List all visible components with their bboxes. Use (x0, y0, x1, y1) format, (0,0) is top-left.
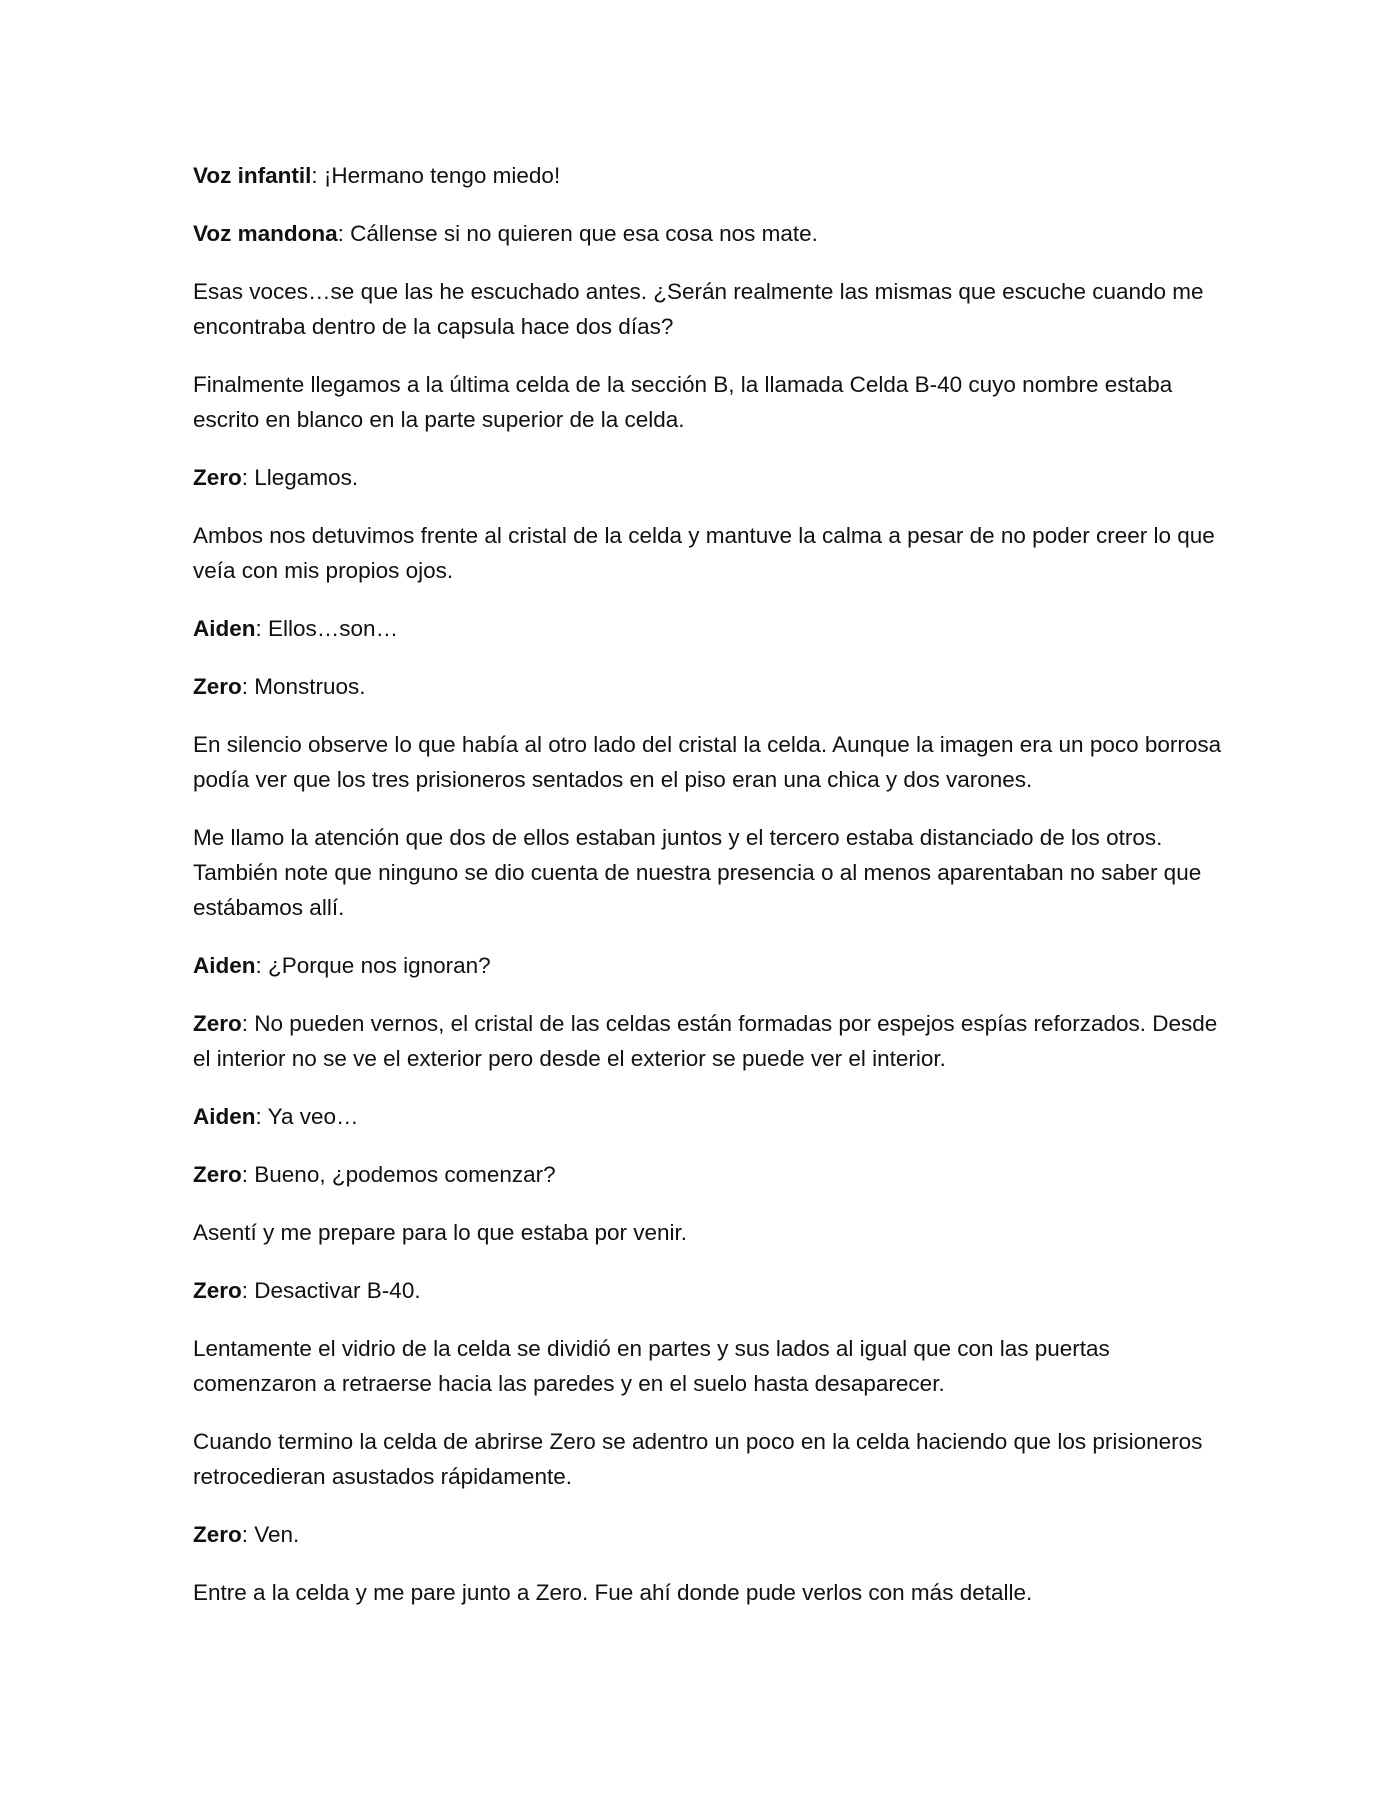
narrative-paragraph (193, 1331, 1223, 1401)
dialogue-paragraph (193, 1099, 1223, 1134)
speaker-name: Zero (193, 1278, 242, 1303)
paragraph-text: : ¿Porque nos ignoran? (255, 953, 491, 978)
paragraph-text: : Llegamos. (241, 465, 359, 490)
paragraph-text: : Desactivar B-40. (241, 1278, 421, 1303)
dialogue-paragraph (193, 460, 1223, 495)
narrative-paragraph (193, 820, 1223, 925)
narrative-paragraph (193, 1424, 1223, 1494)
dialogue-paragraph (193, 158, 1223, 193)
speaker-name: Voz mandona (193, 221, 338, 246)
paragraph-text: : Ya veo… (255, 1104, 359, 1129)
paragraph-text: : Ellos…son… (255, 616, 399, 641)
narrative-paragraph (193, 1575, 1223, 1610)
paragraph-text: : ¡Hermano tengo miedo! (311, 163, 561, 188)
dialogue-paragraph (193, 669, 1223, 704)
narrative-paragraph (193, 274, 1223, 344)
paragraph-text: : Bueno, ¿podemos comenzar? (241, 1162, 556, 1187)
dialogue-paragraph (193, 1273, 1223, 1308)
speaker-name: Zero (193, 1011, 242, 1036)
narrative-paragraph (193, 1215, 1223, 1250)
paragraph-text: Asentí y me prepare para lo que estaba por venir. (193, 1220, 688, 1245)
paragraph-text: : Monstruos. (241, 674, 366, 699)
speaker-name: Aiden (193, 1104, 256, 1129)
speaker-name: Aiden (193, 616, 256, 641)
speaker-name: Zero (193, 674, 242, 699)
paragraph-text: : Cállense si no quieren que esa cosa nos mate. (337, 221, 818, 246)
paragraph-text: Ambos nos detuvimos frente al cristal de la celda y mantuve la calma a pesar de no poder creer lo que veía con mis propios ojos. (193, 523, 1215, 583)
narrative-paragraph (193, 727, 1223, 797)
paragraph-text: Me llamo la atención que dos de ellos estaban juntos y el tercero estaba distanciado de los otros. También note que ninguno se dio cuenta de nuestra presencia o al menos aparentaban no saber que estábamos allí. (193, 825, 1202, 920)
dialogue-paragraph (193, 216, 1223, 251)
paragraph-text: En silencio observe lo que había al otro lado del cristal la celda. Aunque la imagen era un poco borrosa podía ver que los tres prisioneros sentados en el piso eran una chica y dos varones. (193, 732, 1222, 792)
narrative-paragraph (193, 518, 1223, 588)
speaker-name: Zero (193, 465, 242, 490)
paragraph-text: Entre a la celda y me pare junto a Zero. Fue ahí donde pude verlos con más detalle. (193, 1580, 1033, 1605)
paragraph-text: : No pueden vernos, el cristal de las celdas están formadas por espejos espías reforzados. Desde el interior no se ve el exterior pero desde el exterior se puede ver el interior. (193, 1011, 1218, 1071)
dialogue-paragraph (193, 611, 1223, 646)
dialogue-paragraph (193, 1517, 1223, 1552)
paragraph-text: Finalmente llegamos a la última celda de la sección B, la llamada Celda B-40 cuyo nombre estaba escrito en blanco en la parte superior de la celda. (193, 372, 1173, 432)
paragraph-text: Lentamente el vidrio de la celda se dividió en partes y sus lados al igual que con las puertas comenzaron a retraerse hacia las paredes y en el suelo hasta desaparecer. (193, 1336, 1110, 1396)
speaker-name: Zero (193, 1522, 242, 1547)
speaker-name: Zero (193, 1162, 242, 1187)
paragraph-text: Cuando termino la celda de abrirse Zero se adentro un poco en la celda haciendo que los prisioneros retrocedieran asustados rápidamente. (193, 1429, 1203, 1489)
document-page (193, 158, 1223, 1633)
dialogue-paragraph (193, 1006, 1223, 1076)
speaker-name: Aiden (193, 953, 256, 978)
speaker-name: Voz infantil (193, 163, 312, 188)
dialogue-paragraph (193, 1157, 1223, 1192)
paragraph-text: Esas voces…se que las he escuchado antes. ¿Serán realmente las mismas que escuche cuando me encontraba dentro de la capsula hace dos días? (193, 279, 1204, 339)
dialogue-paragraph (193, 948, 1223, 983)
paragraph-text: : Ven. (241, 1522, 300, 1547)
narrative-paragraph (193, 367, 1223, 437)
